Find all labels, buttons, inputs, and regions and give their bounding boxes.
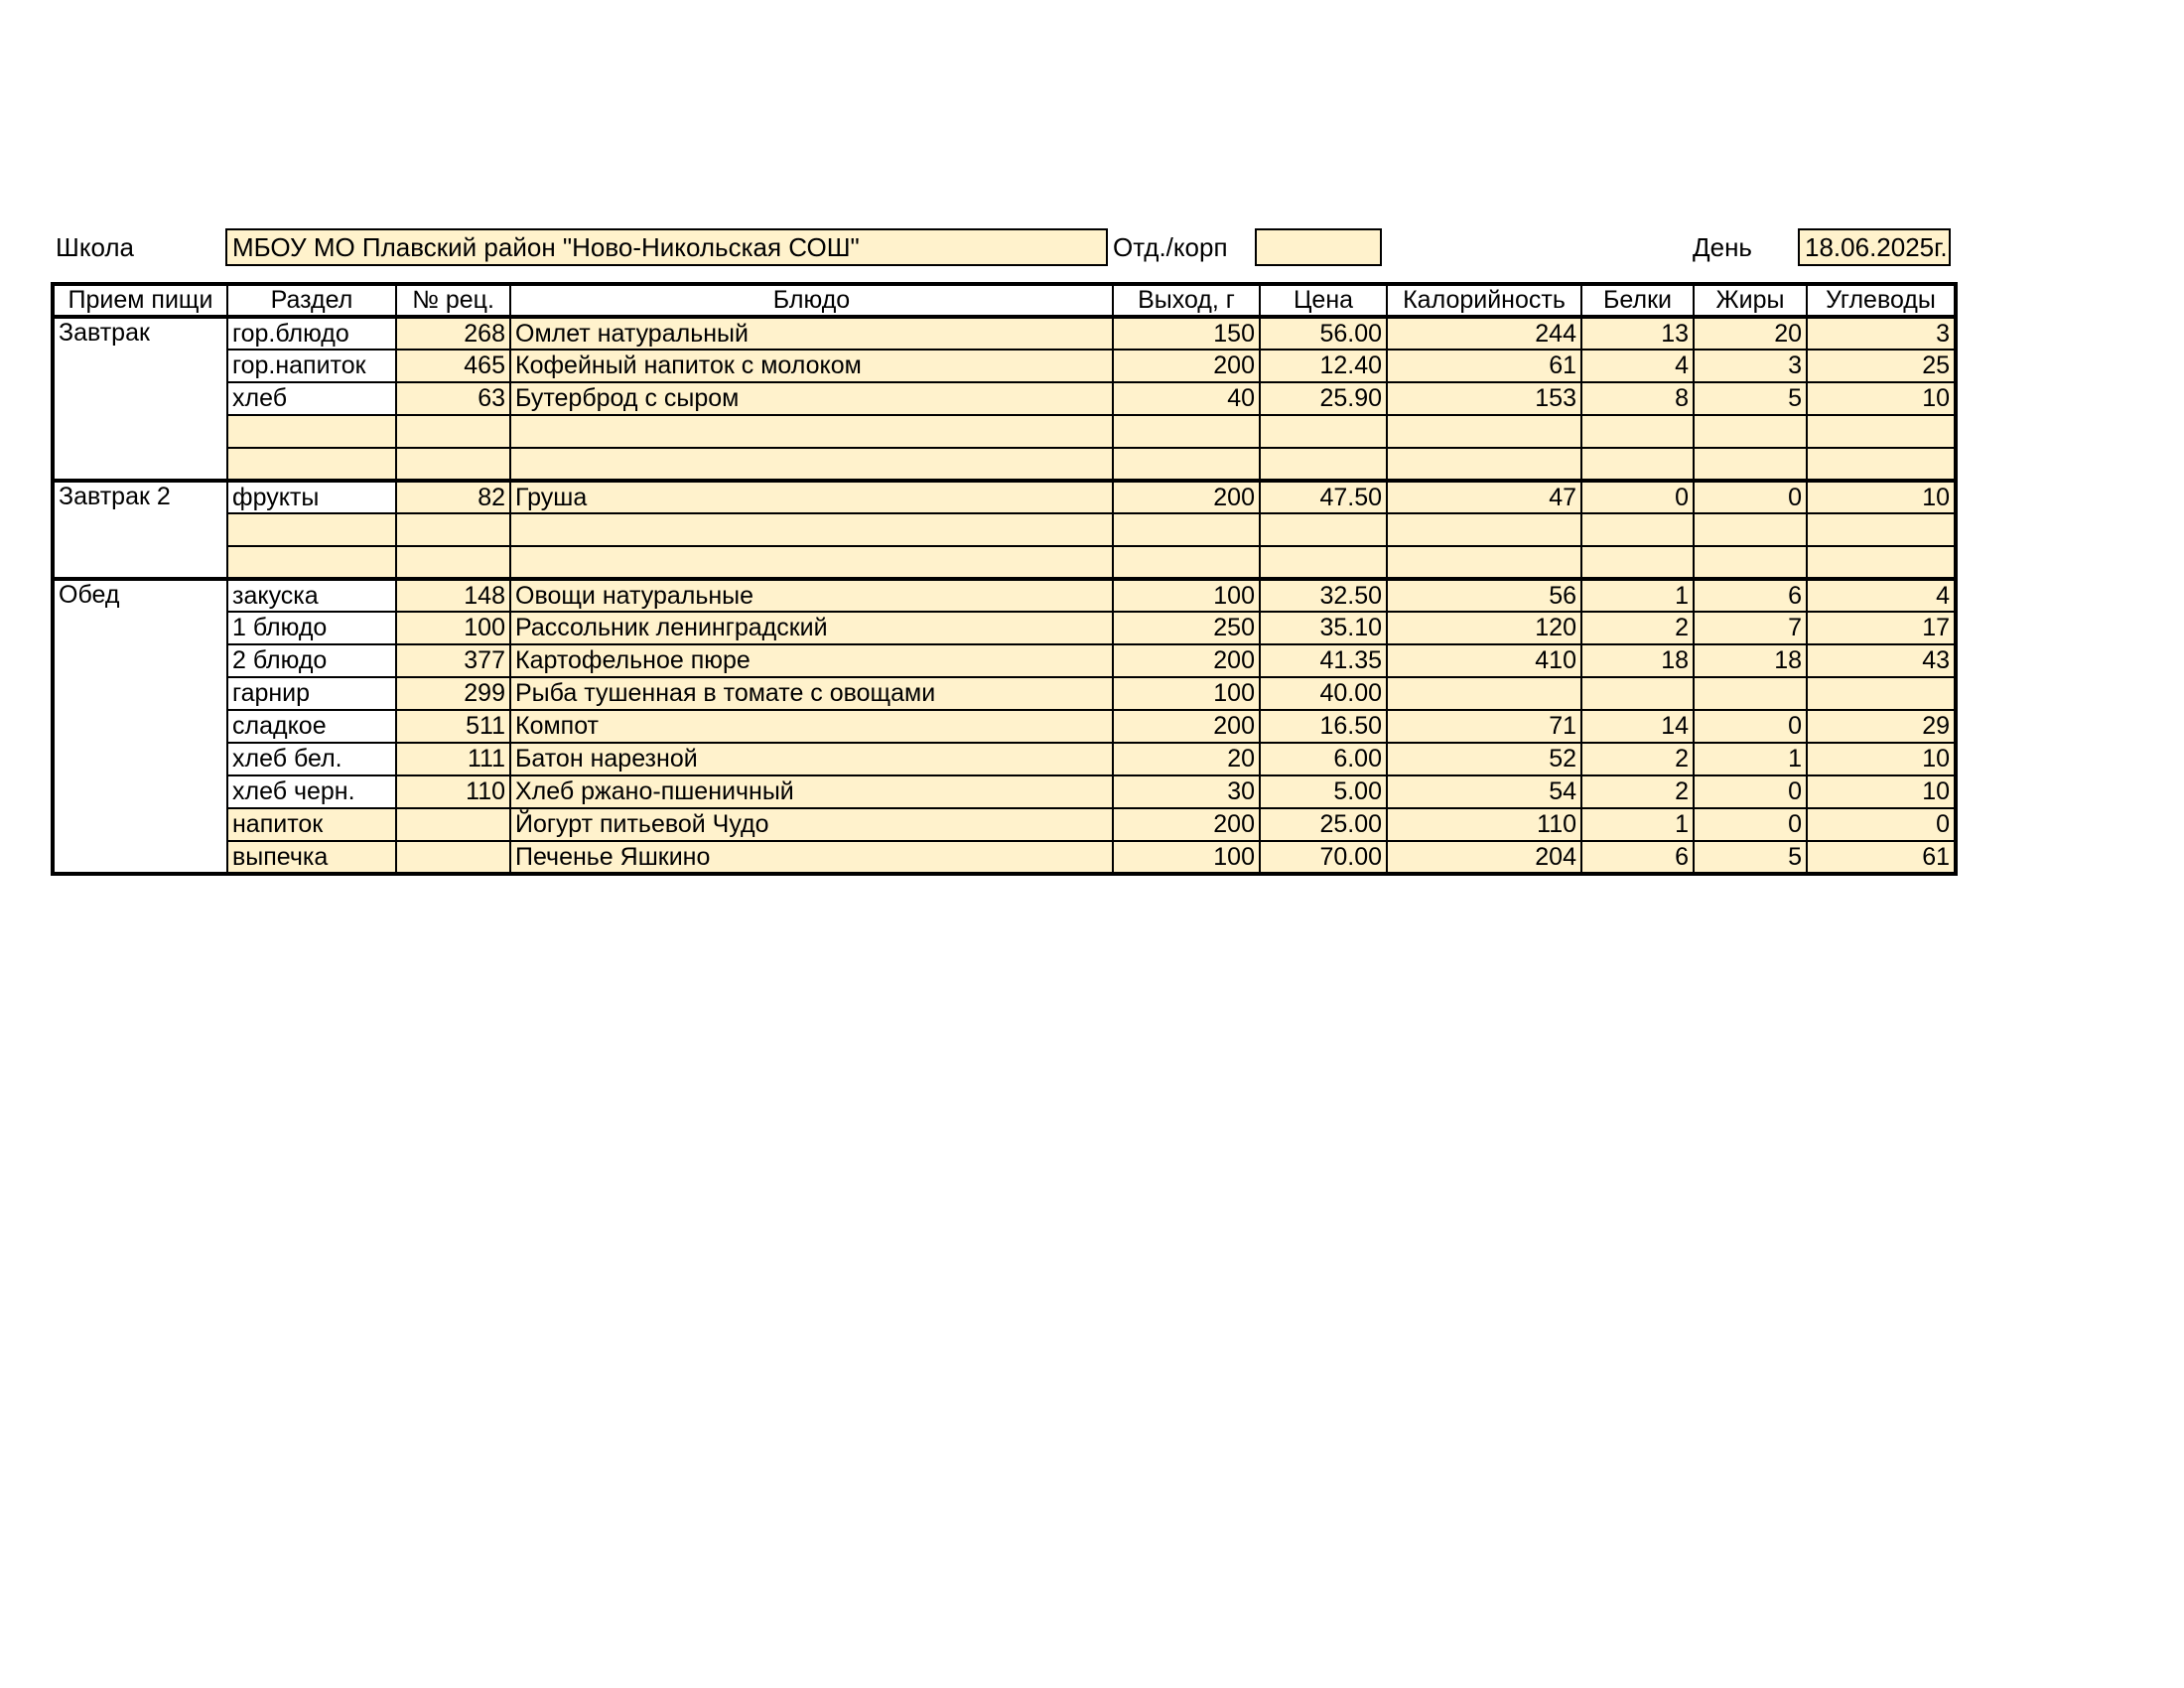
table-row bbox=[53, 415, 1956, 448]
dish-cell[interactable]: Овощи натуральные bbox=[510, 579, 1113, 612]
recipe-number-cell[interactable]: 148 bbox=[396, 579, 510, 612]
price-cell[interactable]: 25.00 bbox=[1260, 808, 1387, 841]
table-row bbox=[53, 513, 1956, 546]
recipe-number-cell[interactable]: 82 bbox=[396, 481, 510, 513]
protein-cell[interactable]: 2 bbox=[1581, 743, 1694, 775]
dish-cell[interactable]: Картофельное пюре bbox=[510, 644, 1113, 677]
carbs-cell[interactable]: 4 bbox=[1807, 579, 1956, 612]
fat-cell[interactable]: 3 bbox=[1694, 350, 1807, 382]
table-row bbox=[53, 448, 1956, 481]
price-cell[interactable] bbox=[1260, 546, 1387, 579]
recipe-number-cell[interactable] bbox=[396, 513, 510, 546]
meal-cell: Обед bbox=[53, 579, 227, 874]
weight-cell[interactable]: 20 bbox=[1113, 743, 1260, 775]
carbs-cell[interactable]: 10 bbox=[1807, 481, 1956, 513]
section-cell[interactable]: выпечка bbox=[227, 841, 396, 874]
recipe-number-cell[interactable]: 111 bbox=[396, 743, 510, 775]
protein-cell[interactable]: 14 bbox=[1581, 710, 1694, 743]
dish-cell[interactable] bbox=[510, 546, 1113, 579]
protein-cell[interactable]: 2 bbox=[1581, 775, 1694, 808]
carbs-cell[interactable]: 10 bbox=[1807, 775, 1956, 808]
price-cell[interactable]: 56.00 bbox=[1260, 317, 1387, 350]
fat-cell[interactable]: 1 bbox=[1694, 743, 1807, 775]
weight-cell[interactable]: 200 bbox=[1113, 808, 1260, 841]
fat-cell[interactable]: 0 bbox=[1694, 710, 1807, 743]
protein-cell[interactable] bbox=[1581, 448, 1694, 481]
weight-cell[interactable]: 200 bbox=[1113, 710, 1260, 743]
dish-cell[interactable]: Рыба тушенная в томате с овощами bbox=[510, 677, 1113, 710]
menu-table bbox=[51, 282, 1958, 876]
price-cell[interactable] bbox=[1260, 448, 1387, 481]
column-header: Прием пищи bbox=[53, 284, 227, 317]
recipe-number-cell[interactable]: 63 bbox=[396, 382, 510, 415]
weight-cell[interactable]: 200 bbox=[1113, 481, 1260, 513]
table-row bbox=[53, 677, 1956, 710]
fat-cell[interactable]: 5 bbox=[1694, 841, 1807, 874]
table-row bbox=[53, 841, 1956, 874]
protein-cell[interactable]: 6 bbox=[1581, 841, 1694, 874]
calories-cell[interactable]: 52 bbox=[1387, 743, 1581, 775]
recipe-number-cell[interactable] bbox=[396, 546, 510, 579]
carbs-cell[interactable] bbox=[1807, 415, 1956, 448]
protein-cell[interactable]: 13 bbox=[1581, 317, 1694, 350]
fat-cell[interactable]: 5 bbox=[1694, 382, 1807, 415]
day-field[interactable]: 18.06.2025г. bbox=[1798, 228, 1951, 266]
dish-cell[interactable]: Омлет натуральный bbox=[510, 317, 1113, 350]
table-row bbox=[53, 317, 1956, 350]
section-cell[interactable]: сладкое bbox=[227, 710, 396, 743]
branch-label: Отд./корп bbox=[1113, 232, 1228, 262]
fat-cell[interactable]: 0 bbox=[1694, 481, 1807, 513]
table-row bbox=[53, 808, 1956, 841]
table-row bbox=[53, 579, 1956, 612]
section-cell[interactable]: хлеб bbox=[227, 382, 396, 415]
calories-cell[interactable] bbox=[1387, 415, 1581, 448]
price-cell[interactable]: 41.35 bbox=[1260, 644, 1387, 677]
price-cell[interactable]: 70.00 bbox=[1260, 841, 1387, 874]
weight-cell[interactable]: 200 bbox=[1113, 350, 1260, 382]
weight-cell[interactable]: 40 bbox=[1113, 382, 1260, 415]
branch-field[interactable] bbox=[1255, 228, 1382, 266]
carbs-cell[interactable] bbox=[1807, 677, 1956, 710]
column-header: Белки bbox=[1581, 284, 1694, 317]
calories-cell[interactable] bbox=[1387, 448, 1581, 481]
recipe-number-cell[interactable] bbox=[396, 415, 510, 448]
weight-cell[interactable] bbox=[1113, 546, 1260, 579]
table-row bbox=[53, 710, 1956, 743]
fat-cell[interactable]: 7 bbox=[1694, 612, 1807, 644]
carbs-cell[interactable]: 0 bbox=[1807, 808, 1956, 841]
table-row bbox=[53, 644, 1956, 677]
carbs-cell[interactable]: 17 bbox=[1807, 612, 1956, 644]
calories-cell[interactable] bbox=[1387, 513, 1581, 546]
recipe-number-cell[interactable]: 268 bbox=[396, 317, 510, 350]
fat-cell[interactable] bbox=[1694, 415, 1807, 448]
weight-cell[interactable]: 150 bbox=[1113, 317, 1260, 350]
column-header: Выход, г bbox=[1113, 284, 1260, 317]
fat-cell[interactable]: 20 bbox=[1694, 317, 1807, 350]
price-cell[interactable] bbox=[1260, 415, 1387, 448]
dish-cell[interactable]: Хлеб ржано-пшеничный bbox=[510, 775, 1113, 808]
price-cell[interactable]: 35.10 bbox=[1260, 612, 1387, 644]
protein-cell[interactable]: 1 bbox=[1581, 808, 1694, 841]
section-cell[interactable]: закуска bbox=[227, 579, 396, 612]
weight-cell[interactable] bbox=[1113, 415, 1260, 448]
protein-cell[interactable]: 0 bbox=[1581, 481, 1694, 513]
carbs-cell[interactable] bbox=[1807, 546, 1956, 579]
meal-cell: Завтрак bbox=[53, 317, 227, 481]
fat-cell[interactable] bbox=[1694, 448, 1807, 481]
recipe-number-cell[interactable]: 377 bbox=[396, 644, 510, 677]
carbs-cell[interactable]: 10 bbox=[1807, 382, 1956, 415]
fat-cell[interactable] bbox=[1694, 546, 1807, 579]
recipe-number-cell[interactable]: 100 bbox=[396, 612, 510, 644]
weight-cell[interactable] bbox=[1113, 513, 1260, 546]
calories-cell[interactable]: 47 bbox=[1387, 481, 1581, 513]
calories-cell[interactable] bbox=[1387, 546, 1581, 579]
carbs-cell[interactable]: 61 bbox=[1807, 841, 1956, 874]
section-cell[interactable]: хлеб бел. bbox=[227, 743, 396, 775]
calories-cell[interactable]: 56 bbox=[1387, 579, 1581, 612]
section-cell[interactable] bbox=[227, 448, 396, 481]
weight-cell[interactable]: 250 bbox=[1113, 612, 1260, 644]
dish-cell[interactable]: Рассольник ленинградский bbox=[510, 612, 1113, 644]
table-header-row bbox=[53, 284, 1956, 317]
price-cell[interactable]: 16.50 bbox=[1260, 710, 1387, 743]
section-cell[interactable] bbox=[227, 415, 396, 448]
column-header: Блюдо bbox=[510, 284, 1113, 317]
recipe-number-cell[interactable] bbox=[396, 841, 510, 874]
price-cell[interactable]: 32.50 bbox=[1260, 579, 1387, 612]
fat-cell[interactable]: 0 bbox=[1694, 775, 1807, 808]
section-cell[interactable]: гор.блюдо bbox=[227, 317, 396, 350]
table-row bbox=[53, 546, 1956, 579]
fat-cell[interactable]: 18 bbox=[1694, 644, 1807, 677]
section-cell[interactable]: фрукты bbox=[227, 481, 396, 513]
protein-cell[interactable] bbox=[1581, 546, 1694, 579]
calories-cell[interactable] bbox=[1387, 677, 1581, 710]
carbs-cell[interactable]: 3 bbox=[1807, 317, 1956, 350]
protein-cell[interactable] bbox=[1581, 415, 1694, 448]
table-row bbox=[53, 481, 1956, 513]
section-cell[interactable]: напиток bbox=[227, 808, 396, 841]
carbs-cell[interactable]: 10 bbox=[1807, 743, 1956, 775]
column-header: Цена bbox=[1260, 284, 1387, 317]
section-cell[interactable]: хлеб черн. bbox=[227, 775, 396, 808]
column-header: Раздел bbox=[227, 284, 396, 317]
table-row bbox=[53, 350, 1956, 382]
carbs-cell[interactable]: 43 bbox=[1807, 644, 1956, 677]
calories-cell[interactable]: 54 bbox=[1387, 775, 1581, 808]
protein-cell[interactable]: 8 bbox=[1581, 382, 1694, 415]
column-header: Калорийность bbox=[1387, 284, 1581, 317]
dish-cell[interactable]: Печенье Яшкино bbox=[510, 841, 1113, 874]
carbs-cell[interactable] bbox=[1807, 513, 1956, 546]
price-cell[interactable]: 6.00 bbox=[1260, 743, 1387, 775]
dish-cell[interactable] bbox=[510, 448, 1113, 481]
protein-cell[interactable] bbox=[1581, 513, 1694, 546]
column-header: Углеводы bbox=[1807, 284, 1956, 317]
calories-cell[interactable]: 110 bbox=[1387, 808, 1581, 841]
section-cell[interactable] bbox=[227, 546, 396, 579]
recipe-number-cell[interactable]: 110 bbox=[396, 775, 510, 808]
dish-cell[interactable]: Кофейный напиток с молоком bbox=[510, 350, 1113, 382]
weight-cell[interactable] bbox=[1113, 448, 1260, 481]
column-header: Жиры bbox=[1694, 284, 1807, 317]
column-header: № рец. bbox=[396, 284, 510, 317]
fat-cell[interactable] bbox=[1694, 677, 1807, 710]
calories-cell[interactable]: 244 bbox=[1387, 317, 1581, 350]
price-cell[interactable]: 47.50 bbox=[1260, 481, 1387, 513]
school-label: Школа bbox=[56, 232, 135, 262]
calories-cell[interactable]: 120 bbox=[1387, 612, 1581, 644]
fat-cell[interactable]: 0 bbox=[1694, 808, 1807, 841]
dish-cell[interactable] bbox=[510, 415, 1113, 448]
calories-cell[interactable]: 204 bbox=[1387, 841, 1581, 874]
fat-cell[interactable] bbox=[1694, 513, 1807, 546]
recipe-number-cell[interactable]: 511 bbox=[396, 710, 510, 743]
school-field[interactable]: МБОУ МО Плавский район "Ново-Никольская СОШ" bbox=[225, 228, 1108, 266]
protein-cell[interactable]: 2 bbox=[1581, 612, 1694, 644]
table-row bbox=[53, 612, 1956, 644]
dish-cell[interactable]: Йогурт питьевой Чудо bbox=[510, 808, 1113, 841]
weight-cell[interactable]: 100 bbox=[1113, 677, 1260, 710]
protein-cell[interactable]: 18 bbox=[1581, 644, 1694, 677]
calories-cell[interactable]: 71 bbox=[1387, 710, 1581, 743]
protein-cell[interactable] bbox=[1581, 677, 1694, 710]
price-cell[interactable]: 25.90 bbox=[1260, 382, 1387, 415]
carbs-cell[interactable]: 29 bbox=[1807, 710, 1956, 743]
protein-cell[interactable]: 1 bbox=[1581, 579, 1694, 612]
price-cell[interactable]: 40.00 bbox=[1260, 677, 1387, 710]
weight-cell[interactable]: 100 bbox=[1113, 579, 1260, 612]
fat-cell[interactable]: 6 bbox=[1694, 579, 1807, 612]
price-cell[interactable]: 5.00 bbox=[1260, 775, 1387, 808]
meal-cell: Завтрак 2 bbox=[53, 481, 227, 579]
dish-cell[interactable]: Бутерброд с сыром bbox=[510, 382, 1113, 415]
calories-cell[interactable]: 410 bbox=[1387, 644, 1581, 677]
table-row bbox=[53, 775, 1956, 808]
weight-cell[interactable]: 100 bbox=[1113, 841, 1260, 874]
section-cell[interactable]: гор.напиток bbox=[227, 350, 396, 382]
section-cell[interactable]: 1 блюдо bbox=[227, 612, 396, 644]
dish-cell[interactable] bbox=[510, 513, 1113, 546]
table-row bbox=[53, 382, 1956, 415]
dish-cell[interactable]: Груша bbox=[510, 481, 1113, 513]
price-cell[interactable]: 12.40 bbox=[1260, 350, 1387, 382]
day-label: День bbox=[1693, 232, 1752, 262]
protein-cell[interactable]: 4 bbox=[1581, 350, 1694, 382]
dish-cell[interactable]: Компот bbox=[510, 710, 1113, 743]
recipe-number-cell[interactable]: 299 bbox=[396, 677, 510, 710]
recipe-number-cell[interactable]: 465 bbox=[396, 350, 510, 382]
recipe-number-cell[interactable] bbox=[396, 448, 510, 481]
carbs-cell[interactable] bbox=[1807, 448, 1956, 481]
carbs-cell[interactable]: 25 bbox=[1807, 350, 1956, 382]
dish-cell[interactable]: Батон нарезной bbox=[510, 743, 1113, 775]
weight-cell[interactable]: 200 bbox=[1113, 644, 1260, 677]
calories-cell[interactable]: 61 bbox=[1387, 350, 1581, 382]
section-cell[interactable]: гарнир bbox=[227, 677, 396, 710]
price-cell[interactable] bbox=[1260, 513, 1387, 546]
table-row bbox=[53, 743, 1956, 775]
calories-cell[interactable]: 153 bbox=[1387, 382, 1581, 415]
section-cell[interactable] bbox=[227, 513, 396, 546]
recipe-number-cell[interactable] bbox=[396, 808, 510, 841]
weight-cell[interactable]: 30 bbox=[1113, 775, 1260, 808]
section-cell[interactable]: 2 блюдо bbox=[227, 644, 396, 677]
